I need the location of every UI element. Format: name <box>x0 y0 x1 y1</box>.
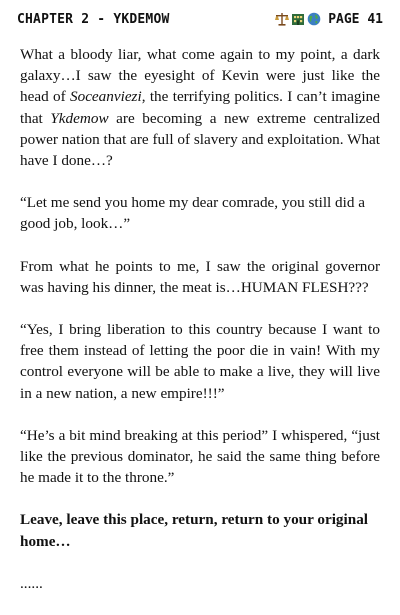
paragraph: From what he points to me, I saw the original governor was having his dinner, the meat is…HUMAN FLESH??? <box>20 257 380 296</box>
page-number: PAGE 41 <box>328 11 383 27</box>
header-right <box>275 12 383 27</box>
chapter-title: CHAPTER 2 - YKDEMOW <box>17 11 170 27</box>
ellipsis-paragraph: ...... <box>20 574 43 592</box>
globe-icon <box>307 12 321 26</box>
paragraph: What a bloody liar, what come again to my point, a dark galaxy…I saw the eyesight of Kevin were just like the head of Soceanviezi, the terrifying politics. I can’t imagine that Ykdemow are becoming a new extreme centralized power nation that are full of slavery and exploitation. What have I done…? <box>20 46 380 170</box>
scales-icon <box>275 12 289 26</box>
building-icon <box>291 12 305 26</box>
bold-paragraph: Leave, leave this place, return, return to your original home… <box>20 511 369 550</box>
page-header <box>17 8 383 30</box>
paragraph: “Let me send you home my dear comrade, you still did a good job, look…” <box>20 194 365 233</box>
page-body <box>20 44 380 615</box>
paragraph: “He’s a bit mind breaking at this period” I whispered, “just like the previous dominator, he said the same thing before he made it to the throne.” <box>20 426 380 487</box>
paragraph: “Yes, I bring liberation to this country because I want to free them instead of letting the poor die in vain! With my control everyone will be able to make a live, they will live in a new nation, a new empire!!!” <box>20 321 380 402</box>
